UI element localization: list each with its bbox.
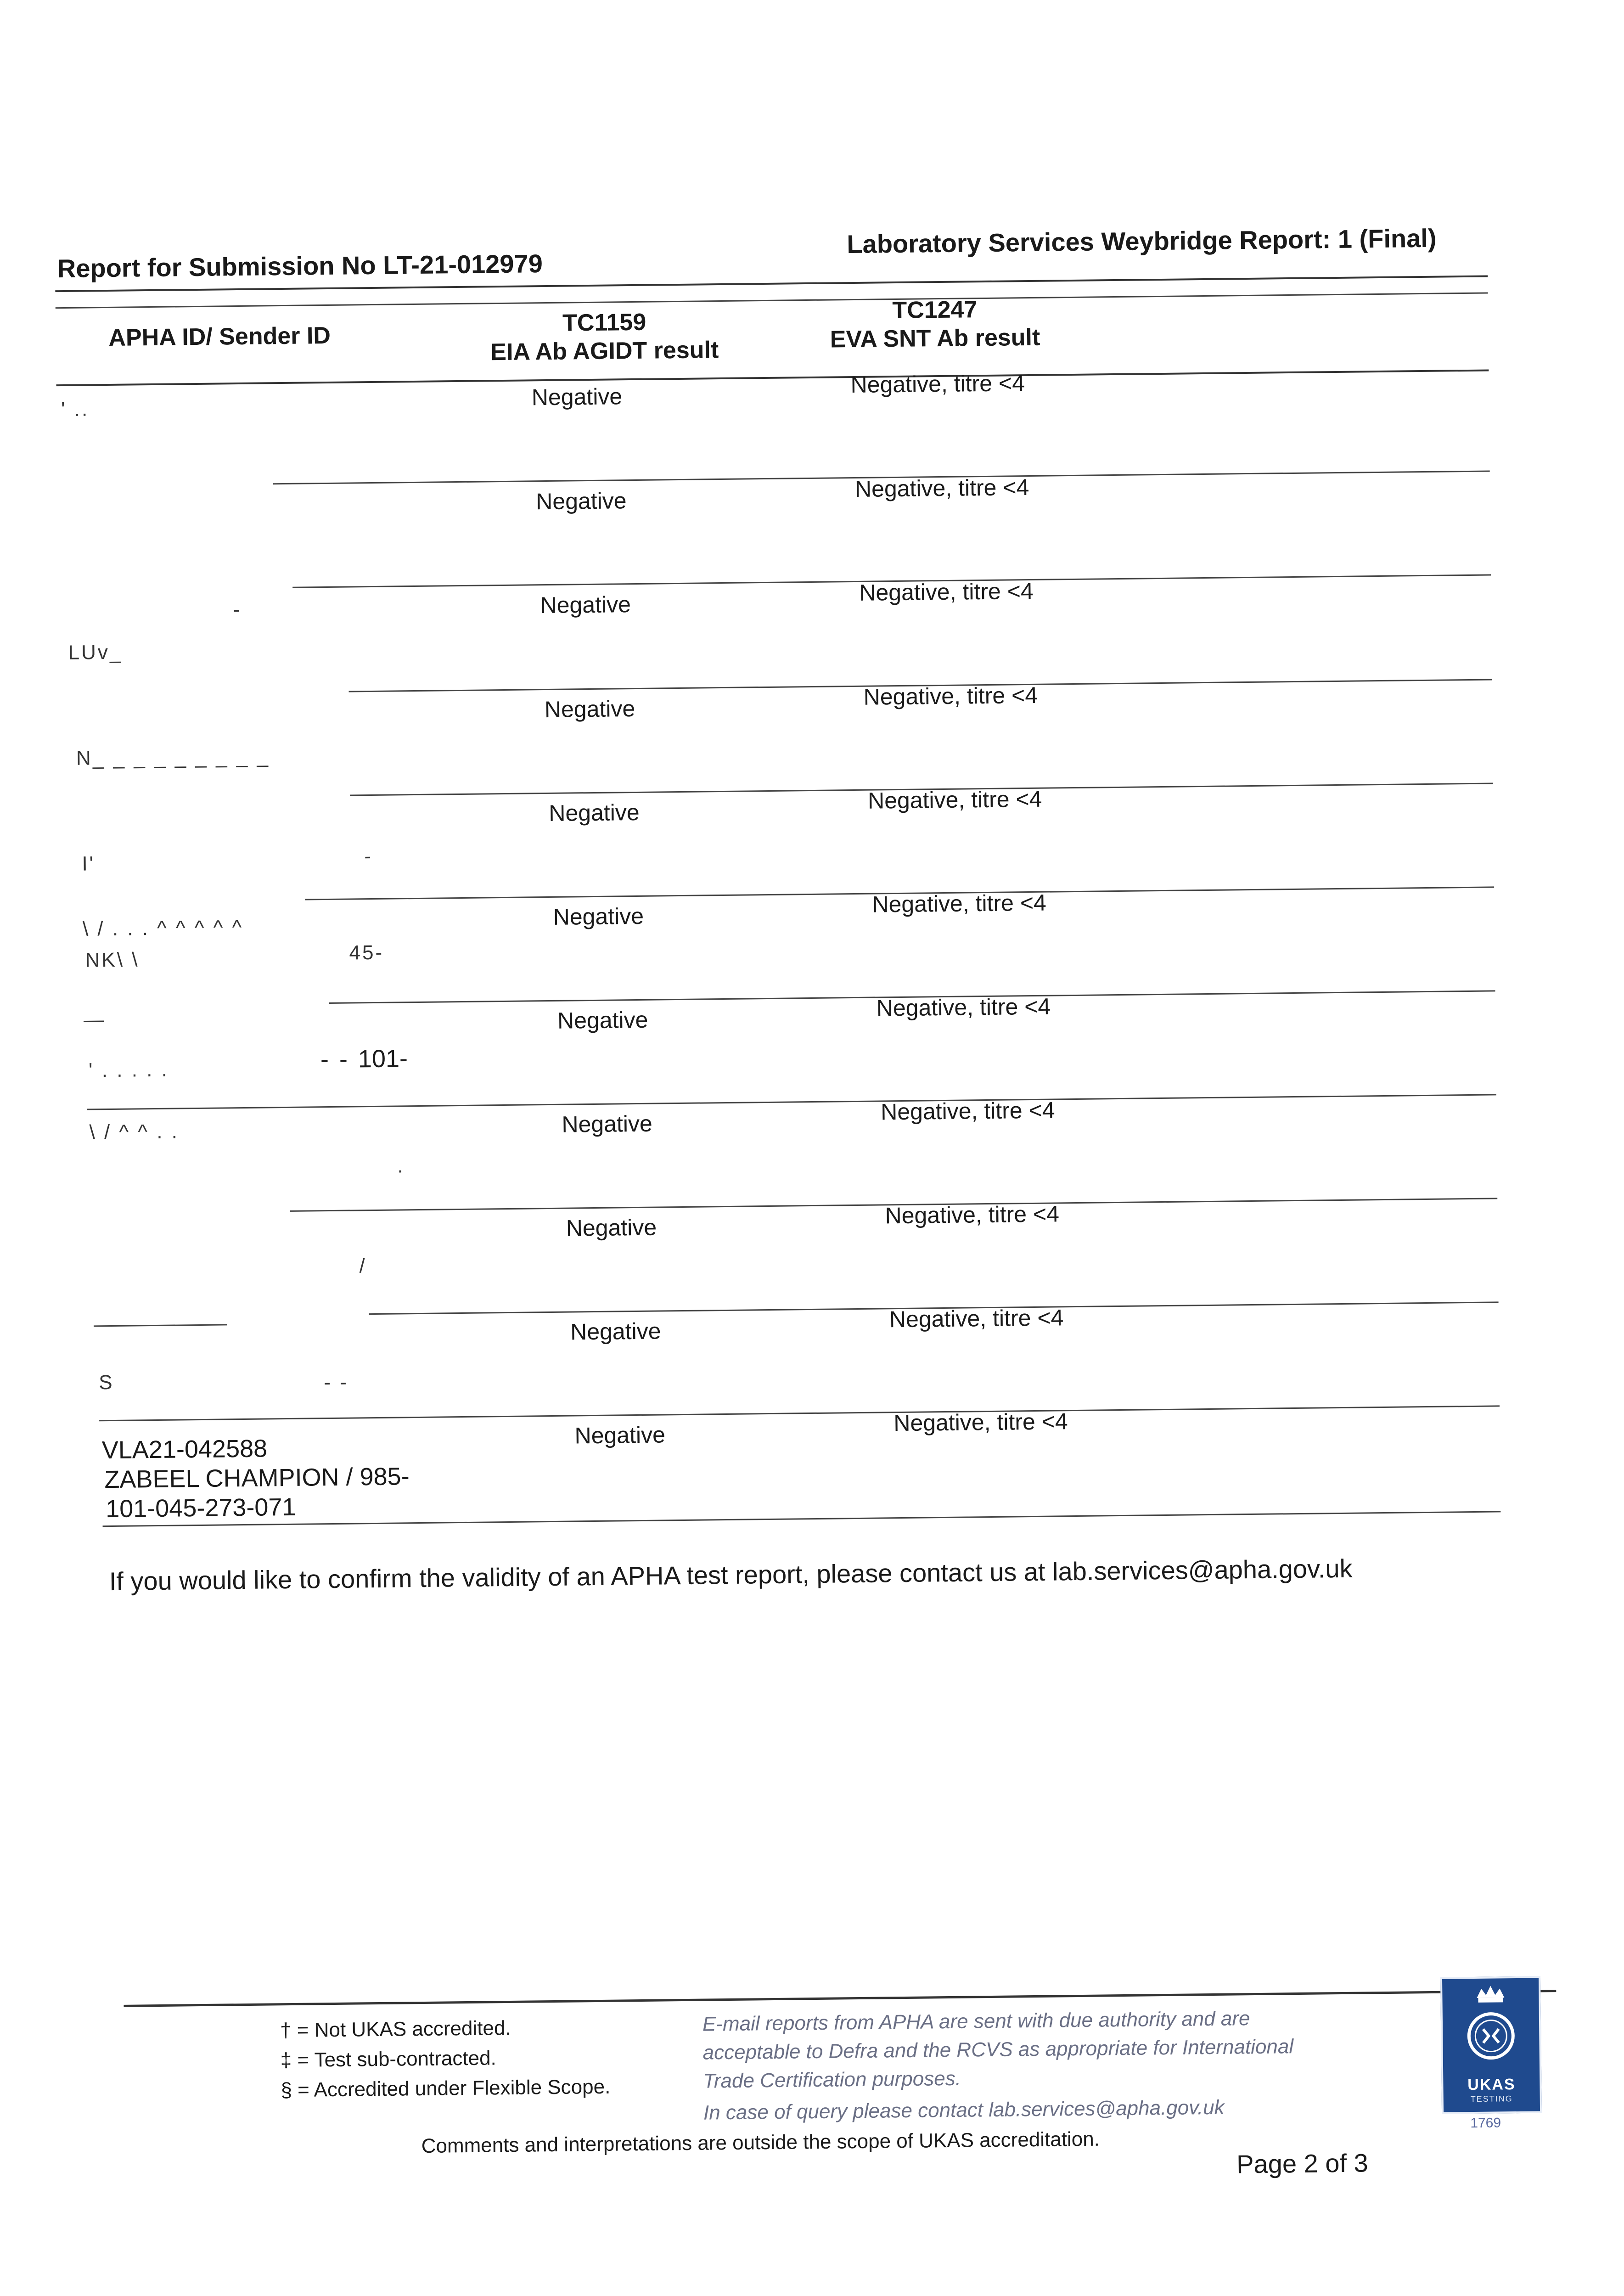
redaction-mark: — <box>83 1008 106 1031</box>
eva-result: Negative, titre <4 <box>850 370 1025 398</box>
apha-id: VLA21-042588 <box>101 1435 268 1464</box>
redaction-mark: ' .. <box>61 398 90 421</box>
eia-result: Negative <box>574 1422 666 1449</box>
eia-result: Negative <box>557 1007 648 1034</box>
col-header-eva: EVA SNT Ab result <box>830 324 1040 353</box>
legend-not-accredited: † = Not UKAS accredited. <box>280 2016 511 2042</box>
sender-id-continued: 101-045-273-071 <box>105 1493 296 1523</box>
redacted-id-fragment: S <box>99 1371 114 1394</box>
redacted-id-fragment: \ / . . . ^ ^ ^ ^ ^ <box>82 916 244 940</box>
eia-result: Negative <box>562 1110 653 1137</box>
eia-result: Negative <box>566 1214 657 1241</box>
redacted-id-fragment: NK\ \ <box>85 948 140 972</box>
col-header-tc1247: TC1247 <box>892 296 978 324</box>
eva-result: Negative, titre <4 <box>885 1201 1060 1229</box>
table-bottom-rule <box>103 1511 1501 1527</box>
email-note-line: E-mail reports from APHA are sent with due authority and are <box>702 2007 1250 2036</box>
ukas-sub-label: TESTING <box>1470 2094 1513 2104</box>
redacted-id-fragment: 45- <box>349 941 384 964</box>
eva-result: Negative, titre <4 <box>876 993 1051 1021</box>
ukas-comments-note: Comments and interpretations are outside the scope of UKAS accreditation. <box>421 2127 1100 2158</box>
eva-result: Negative, titre <4 <box>893 1408 1068 1436</box>
row-divider <box>87 1094 1496 1110</box>
redacted-id-fragment: \ / ^ ^ . . <box>89 1120 180 1144</box>
eva-result: Negative, titre <4 <box>880 1097 1055 1125</box>
redaction-mark: . <box>397 1154 405 1177</box>
page-number: Page 2 of 3 <box>1236 2148 1368 2179</box>
eia-result: Negative <box>535 488 627 515</box>
col-header-id: APHA ID/ Sender ID <box>108 322 331 351</box>
row-divider-fragment <box>94 1324 227 1327</box>
header-rule-bottom <box>56 292 1488 309</box>
email-note-line: acceptable to Defra and the RCVS as appropriate for International <box>702 2035 1294 2064</box>
lab-report-title: Laboratory Services Weybridge Report: 1 (Final) <box>847 223 1437 259</box>
eia-result: Negative <box>540 591 631 619</box>
redacted-id-fragment: - - 101- <box>320 1045 408 1074</box>
ukas-label: UKAS <box>1467 2076 1516 2094</box>
ukas-number: 1769 <box>1470 2115 1501 2131</box>
eia-result: Negative <box>553 903 644 930</box>
submission-title: Report for Submission No LT-21-012979 <box>57 249 543 283</box>
redaction-mark: - <box>233 598 242 621</box>
ukas-crown-icon <box>1442 1978 1540 2076</box>
footer-rule <box>124 1990 1556 2007</box>
eia-result: Negative <box>549 799 640 826</box>
redaction-mark: / <box>359 1255 367 1277</box>
eia-result: Negative <box>544 695 635 723</box>
eva-result: Negative, titre <4 <box>872 889 1047 917</box>
redacted-id-fragment: LUv_ <box>68 641 123 664</box>
eva-result: Negative, titre <4 <box>863 682 1038 710</box>
email-note-query: In case of query please contact lab.services@apha.gov.uk <box>703 2096 1225 2124</box>
ukas-testing-logo <box>1440 1976 1542 2114</box>
redacted-id-fragment: N_ _ _ _ _ _ _ _ _ <box>76 745 270 770</box>
legend-flexible-scope: § = Accredited under Flexible Scope. <box>281 2075 611 2102</box>
validity-contact-text: If you would like to confirm the validity of an APHA test report, please contact us at lab.services@apha.gov.uk <box>109 1553 1353 1596</box>
email-note-line: Trade Certification purposes. <box>703 2067 961 2093</box>
eva-result: Negative, titre <4 <box>854 474 1029 502</box>
eia-result: Negative <box>570 1318 661 1345</box>
eia-result: Negative <box>531 383 623 411</box>
redaction-mark: - <box>364 844 373 868</box>
sender-id: ZABEEL CHAMPION / 985- <box>104 1463 410 1494</box>
legend-sub-contracted: ‡ = Test sub-contracted. <box>280 2047 496 2072</box>
eva-result: Negative, titre <4 <box>867 786 1042 814</box>
header-rule-columns <box>56 369 1489 386</box>
eva-result: Negative, titre <4 <box>889 1305 1064 1333</box>
col-header-tc1159: TC1159 <box>562 309 646 337</box>
col-header-eia: EIA Ab AGIDT result <box>490 337 719 366</box>
redaction-mark: ' . . . . . <box>88 1058 169 1082</box>
row-divider <box>99 1405 1500 1421</box>
redaction-mark: - - <box>324 1371 349 1394</box>
eva-result: Negative, titre <4 <box>859 578 1034 606</box>
redacted-id-fragment: I' <box>82 852 96 875</box>
